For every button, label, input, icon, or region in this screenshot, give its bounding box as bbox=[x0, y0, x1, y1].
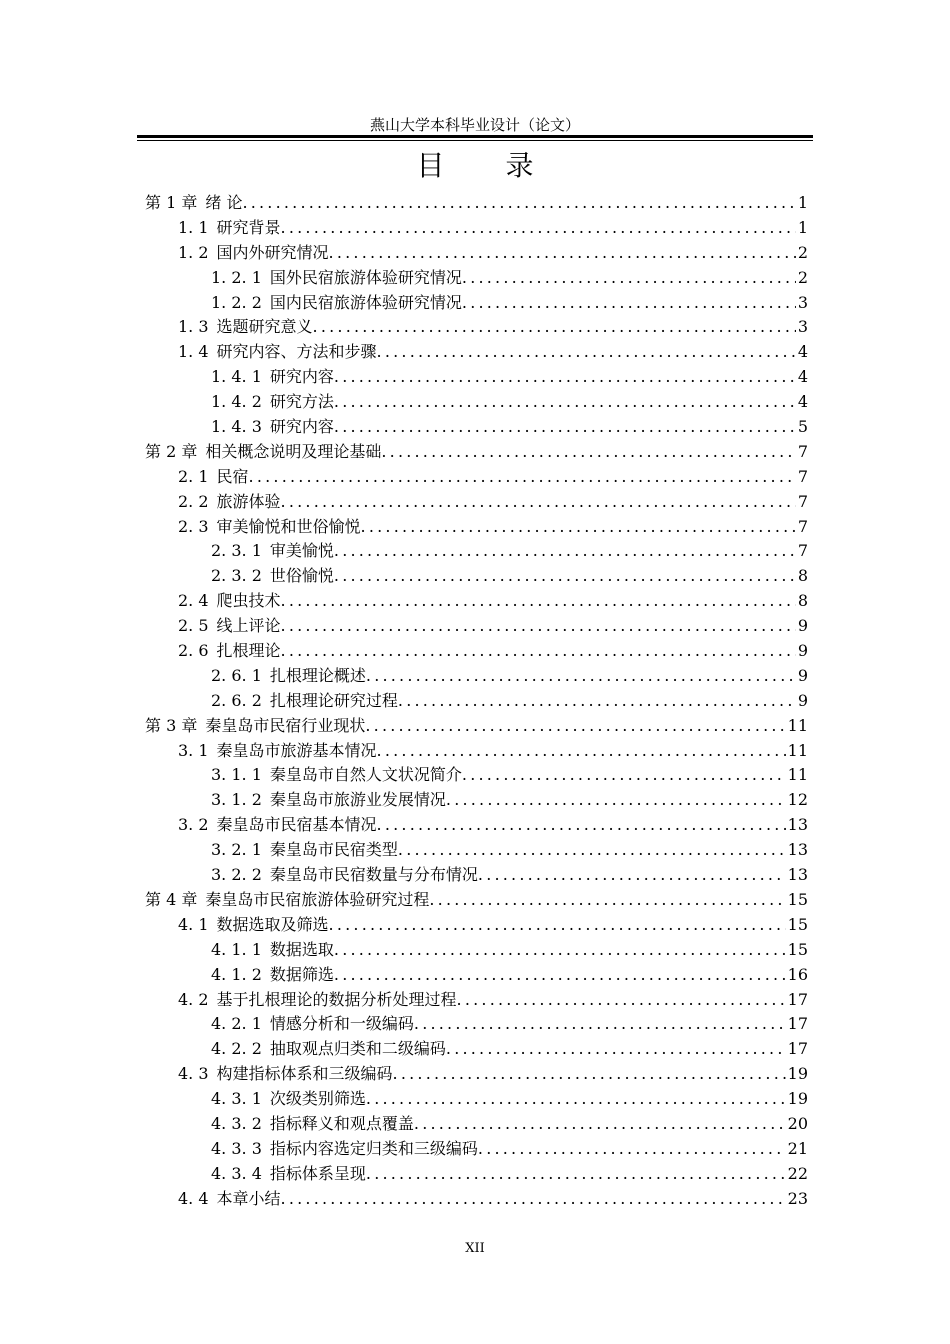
toc-entry-page: 1 bbox=[797, 193, 808, 212]
toc-entry-page: 11 bbox=[787, 715, 808, 735]
toc-entry-number: 第 3 章 bbox=[145, 715, 198, 735]
toc-entry[interactable] bbox=[145, 440, 808, 465]
header-rule-thin bbox=[137, 140, 813, 141]
toc-dot-leader bbox=[414, 1112, 786, 1137]
toc-entry-title: 秦皇岛市民宿类型 bbox=[269, 840, 398, 860]
toc-entry-title: 扎根理论 bbox=[216, 641, 281, 661]
toc-entry-page: 2 bbox=[797, 242, 808, 262]
toc-entry-page: 8 bbox=[797, 591, 808, 611]
toc-dot-leader bbox=[334, 963, 786, 988]
toc-entry[interactable] bbox=[145, 888, 808, 913]
header-rule-thick bbox=[137, 135, 813, 138]
toc-entry-page: 15 bbox=[787, 939, 808, 959]
toc-entry-title: 国外民宿旅游体验研究情况 bbox=[269, 267, 462, 287]
toc-dot-leader bbox=[478, 1137, 786, 1162]
toc-entry-title: 爬虫技术 bbox=[216, 591, 281, 611]
toc-entry-number: 4. 2. 1 bbox=[211, 1014, 262, 1034]
toc-entry-title: 基于扎根理论的数据分析处理过程 bbox=[216, 989, 457, 1009]
page-number: XII bbox=[465, 1241, 485, 1256]
toc-entry-number: 1. 1 bbox=[178, 217, 209, 237]
toc-entry-page: 7 bbox=[797, 541, 808, 561]
toc-entry-page: 21 bbox=[787, 1138, 808, 1158]
toc-entry[interactable] bbox=[145, 963, 808, 988]
toc-entry-title: 秦皇岛市自然人文状况简介 bbox=[269, 765, 462, 785]
toc-dot-leader bbox=[398, 689, 796, 714]
toc-dot-leader bbox=[446, 1037, 786, 1062]
toc-entry-page: 7 bbox=[797, 441, 808, 461]
toc-entry-number: 2. 3. 1 bbox=[211, 541, 262, 561]
toc-entry-number: 1. 4 bbox=[178, 342, 209, 362]
toc-entry-number: 4. 4 bbox=[178, 1188, 209, 1208]
toc-entry-page: 3 bbox=[797, 292, 808, 312]
toc-entry-title: 抽取观点归类和二级编码 bbox=[269, 1039, 446, 1059]
toc-dot-leader bbox=[381, 440, 795, 465]
toc-dot-leader bbox=[329, 241, 796, 266]
toc-entry[interactable] bbox=[145, 465, 808, 490]
toc-entry[interactable] bbox=[145, 739, 808, 764]
toc-entry[interactable] bbox=[145, 415, 808, 440]
toc-entry-number: 4. 3. 2 bbox=[211, 1113, 262, 1133]
toc-entry-number: 4. 2. 2 bbox=[211, 1039, 262, 1059]
toc-entry[interactable] bbox=[145, 589, 808, 614]
toc-dot-leader bbox=[366, 664, 796, 689]
table-of-contents bbox=[145, 191, 808, 1212]
toc-entry-title: 扎根理论概述 bbox=[269, 665, 366, 685]
toc-entry-number: 1. 4. 3 bbox=[211, 417, 262, 437]
toc-entry-title: 世俗愉悦 bbox=[269, 566, 334, 586]
toc-entry[interactable] bbox=[145, 714, 808, 739]
toc-entry-title: 研究背景 bbox=[216, 217, 281, 237]
toc-dot-leader bbox=[249, 465, 796, 490]
toc-entry-number: 2. 3 bbox=[178, 516, 209, 536]
toc-entry-number: 4. 1 bbox=[178, 914, 209, 934]
toc-entry[interactable] bbox=[145, 838, 808, 863]
toc-entry[interactable] bbox=[145, 291, 808, 316]
toc-entry-title: 数据选取及筛选 bbox=[216, 914, 329, 934]
toc-dot-leader bbox=[377, 739, 786, 764]
toc-dot-leader bbox=[365, 714, 785, 739]
toc-entry-title: 绪 论 bbox=[205, 193, 243, 212]
toc-entry-title: 次级类别筛选 bbox=[269, 1089, 366, 1109]
toc-entry[interactable] bbox=[145, 365, 808, 390]
toc-entry-page: 4 bbox=[797, 342, 808, 362]
toc-dot-leader bbox=[462, 763, 786, 788]
toc-dot-leader bbox=[334, 390, 796, 415]
toc-entry-number: 2. 5 bbox=[178, 616, 209, 636]
toc-entry[interactable] bbox=[145, 913, 808, 938]
toc-entry-number: 第 2 章 bbox=[145, 441, 198, 461]
toc-entry-page: 11 bbox=[787, 740, 808, 760]
toc-entry-page: 9 bbox=[797, 665, 808, 685]
toc-entry-page: 7 bbox=[797, 516, 808, 536]
toc-title: 目 录 bbox=[416, 149, 560, 182]
toc-entry[interactable] bbox=[145, 664, 808, 689]
toc-entry-title: 国内民宿旅游体验研究情况 bbox=[269, 292, 462, 312]
toc-dot-leader bbox=[414, 1012, 786, 1037]
toc-entry-page: 9 bbox=[797, 690, 808, 710]
toc-entry[interactable] bbox=[145, 241, 808, 266]
toc-entry[interactable] bbox=[145, 1162, 808, 1187]
toc-entry[interactable] bbox=[145, 1087, 808, 1112]
toc-entry-page: 9 bbox=[797, 641, 808, 661]
toc-dot-leader bbox=[361, 515, 796, 540]
toc-entry-title: 国内外研究情况 bbox=[216, 242, 329, 262]
toc-entry-title: 相关概念说明及理论基础 bbox=[205, 441, 382, 461]
toc-entry-number: 1. 4. 2 bbox=[211, 392, 262, 412]
toc-entry-page: 17 bbox=[787, 1014, 808, 1034]
toc-dot-leader bbox=[393, 1062, 786, 1087]
toc-entry-page: 13 bbox=[787, 815, 808, 835]
toc-entry-number: 2. 6. 1 bbox=[211, 665, 262, 685]
toc-dot-leader bbox=[334, 365, 796, 390]
toc-entry[interactable] bbox=[145, 813, 808, 838]
toc-entry[interactable] bbox=[145, 763, 808, 788]
toc-entry-page: 15 bbox=[787, 889, 808, 909]
toc-entry-number: 2. 6 bbox=[178, 641, 209, 661]
toc-entry-number: 1. 2. 1 bbox=[211, 267, 262, 287]
toc-entry[interactable] bbox=[145, 639, 808, 664]
toc-dot-leader bbox=[334, 539, 796, 564]
toc-entry-title: 本章小结 bbox=[216, 1188, 281, 1208]
toc-dot-leader bbox=[398, 838, 786, 863]
toc-entry-number: 4. 3. 3 bbox=[211, 1138, 262, 1158]
toc-dot-leader bbox=[446, 788, 786, 813]
toc-dot-leader bbox=[429, 888, 785, 913]
toc-entry-page: 20 bbox=[787, 1113, 808, 1133]
toc-entry[interactable] bbox=[145, 1137, 808, 1162]
toc-entry-number: 1. 2. 2 bbox=[211, 292, 262, 312]
toc-entry[interactable] bbox=[145, 515, 808, 540]
toc-entry-number: 4. 3. 1 bbox=[211, 1089, 262, 1109]
toc-entry-page: 17 bbox=[787, 989, 808, 1009]
toc-entry[interactable] bbox=[145, 938, 808, 963]
toc-entry-page: 4 bbox=[797, 367, 808, 387]
toc-dot-leader bbox=[334, 564, 796, 589]
toc-entry-title: 审美愉悦和世俗愉悦 bbox=[216, 516, 361, 536]
toc-entry-title: 数据选取 bbox=[269, 939, 334, 959]
toc-entry[interactable] bbox=[145, 1037, 808, 1062]
toc-entry[interactable] bbox=[145, 1187, 808, 1212]
toc-dot-leader bbox=[313, 315, 796, 340]
toc-entry[interactable] bbox=[145, 315, 808, 340]
toc-dot-leader bbox=[457, 988, 786, 1013]
toc-entry-page: 7 bbox=[797, 491, 808, 511]
toc-entry[interactable] bbox=[145, 390, 808, 415]
toc-entry[interactable] bbox=[145, 863, 808, 888]
toc-dot-leader bbox=[377, 813, 786, 838]
toc-entry[interactable] bbox=[145, 1112, 808, 1137]
toc-entry-number: 1. 4. 1 bbox=[211, 367, 262, 387]
toc-entry-page: 19 bbox=[787, 1064, 808, 1084]
toc-entry-page: 1 bbox=[797, 217, 808, 237]
running-header: 燕山大学本科毕业设计（论文） bbox=[369, 116, 580, 134]
toc-entry-number: 2. 2 bbox=[178, 491, 209, 511]
toc-entry-number: 2. 6. 2 bbox=[211, 690, 262, 710]
toc-entry-number: 4. 3 bbox=[178, 1064, 209, 1084]
toc-dot-leader bbox=[377, 340, 796, 365]
toc-entry-title: 指标体系呈现 bbox=[269, 1163, 366, 1183]
toc-entry-title: 秦皇岛市旅游基本情况 bbox=[216, 740, 377, 760]
toc-entry-page: 2 bbox=[797, 267, 808, 287]
toc-entry-page: 22 bbox=[787, 1163, 808, 1183]
toc-entry-number: 3. 1. 2 bbox=[211, 790, 262, 810]
toc-dot-leader bbox=[281, 589, 796, 614]
toc-entry[interactable] bbox=[145, 191, 808, 216]
toc-entry-number: 3. 2. 1 bbox=[211, 840, 262, 860]
toc-entry-title: 研究方法 bbox=[269, 392, 334, 412]
toc-entry[interactable] bbox=[145, 788, 808, 813]
toc-entry-page: 13 bbox=[787, 865, 808, 885]
toc-dot-leader bbox=[281, 216, 796, 241]
toc-entry[interactable] bbox=[145, 340, 808, 365]
toc-dot-leader bbox=[478, 863, 786, 888]
toc-entry[interactable] bbox=[145, 266, 808, 291]
toc-entry-page: 7 bbox=[797, 466, 808, 486]
toc-entry-number: 3. 2. 2 bbox=[211, 865, 262, 885]
toc-entry-title: 情感分析和一级编码 bbox=[269, 1014, 414, 1034]
toc-entry-page: 16 bbox=[787, 964, 808, 984]
toc-entry-title: 指标释义和观点覆盖 bbox=[269, 1113, 414, 1133]
toc-entry-page: 17 bbox=[787, 1039, 808, 1059]
toc-entry-title: 线上评论 bbox=[216, 616, 281, 636]
toc-dot-leader bbox=[462, 266, 796, 291]
toc-entry-page: 9 bbox=[797, 616, 808, 636]
toc-entry-page: 19 bbox=[787, 1089, 808, 1109]
toc-entry-number: 2. 4 bbox=[178, 591, 209, 611]
toc-entry-title: 研究内容 bbox=[269, 367, 334, 387]
toc-entry-number: 2. 1 bbox=[178, 466, 209, 486]
toc-entry-title: 秦皇岛市民宿行业现状 bbox=[205, 715, 366, 735]
toc-entry-page: 4 bbox=[797, 392, 808, 412]
toc-entry[interactable] bbox=[145, 539, 808, 564]
toc-entry-title: 选题研究意义 bbox=[216, 317, 313, 337]
toc-entry[interactable] bbox=[145, 490, 808, 515]
toc-entry-title: 秦皇岛市民宿旅游体验研究过程 bbox=[205, 889, 430, 909]
toc-entry-number: 2. 3. 2 bbox=[211, 566, 262, 586]
toc-entry-title: 秦皇岛市旅游业发展情况 bbox=[269, 790, 446, 810]
toc-entry-title: 审美愉悦 bbox=[269, 541, 334, 561]
toc-entry[interactable] bbox=[145, 1012, 808, 1037]
toc-dot-leader bbox=[462, 291, 796, 316]
toc-entry-title: 构建指标体系和三级编码 bbox=[216, 1064, 393, 1084]
toc-entry-number: 4. 1. 1 bbox=[211, 939, 262, 959]
toc-entry[interactable] bbox=[145, 1062, 808, 1087]
toc-dot-leader bbox=[366, 1162, 786, 1187]
toc-entry-page: 11 bbox=[787, 765, 808, 785]
toc-dot-leader bbox=[281, 614, 796, 639]
toc-entry-title: 研究内容、方法和步骤 bbox=[216, 342, 377, 362]
toc-entry-page: 13 bbox=[787, 840, 808, 860]
toc-entry-page: 15 bbox=[787, 914, 808, 934]
toc-entry-title: 指标内容选定归类和三级编码 bbox=[269, 1138, 478, 1158]
toc-entry-number: 第 4 章 bbox=[145, 889, 198, 909]
toc-entry-title: 数据筛选 bbox=[269, 964, 334, 984]
toc-entry-title: 秦皇岛市民宿数量与分布情况 bbox=[269, 865, 478, 885]
toc-entry-number: 3. 2 bbox=[178, 815, 209, 835]
toc-entry-title: 旅游体验 bbox=[216, 491, 281, 511]
toc-dot-leader bbox=[242, 191, 795, 216]
toc-dot-leader bbox=[329, 913, 786, 938]
toc-entry-page: 12 bbox=[787, 790, 808, 810]
toc-dot-leader bbox=[334, 415, 796, 440]
toc-entry-number: 3. 1. 1 bbox=[211, 765, 262, 785]
toc-entry-number: 4. 3. 4 bbox=[211, 1163, 262, 1183]
toc-entry[interactable] bbox=[145, 988, 808, 1013]
toc-dot-leader bbox=[281, 639, 796, 664]
toc-entry-page: 8 bbox=[797, 566, 808, 586]
toc-entry-number: 1. 2 bbox=[178, 242, 209, 262]
toc-entry-number: 1. 3 bbox=[178, 317, 209, 337]
toc-entry-page: 5 bbox=[797, 417, 808, 437]
toc-entry-page: 3 bbox=[797, 317, 808, 337]
toc-dot-leader bbox=[281, 1187, 786, 1212]
toc-entry[interactable] bbox=[145, 564, 808, 589]
toc-entry-number: 3. 1 bbox=[178, 740, 209, 760]
toc-entry-number: 4. 1. 2 bbox=[211, 964, 262, 984]
toc-entry[interactable] bbox=[145, 689, 808, 714]
toc-entry-page: 23 bbox=[787, 1188, 808, 1208]
toc-entry-number: 4. 2 bbox=[178, 989, 209, 1009]
toc-entry-title: 扎根理论研究过程 bbox=[269, 690, 398, 710]
toc-entry-title: 秦皇岛市民宿基本情况 bbox=[216, 815, 377, 835]
toc-dot-leader bbox=[281, 490, 796, 515]
toc-entry[interactable] bbox=[145, 216, 808, 241]
toc-entry-title: 研究内容 bbox=[269, 417, 334, 437]
toc-entry-number: 第 1 章 bbox=[145, 193, 198, 212]
toc-entry-title: 民宿 bbox=[216, 466, 249, 486]
toc-dot-leader bbox=[366, 1087, 786, 1112]
toc-entry[interactable] bbox=[145, 614, 808, 639]
toc-dot-leader bbox=[334, 938, 786, 963]
